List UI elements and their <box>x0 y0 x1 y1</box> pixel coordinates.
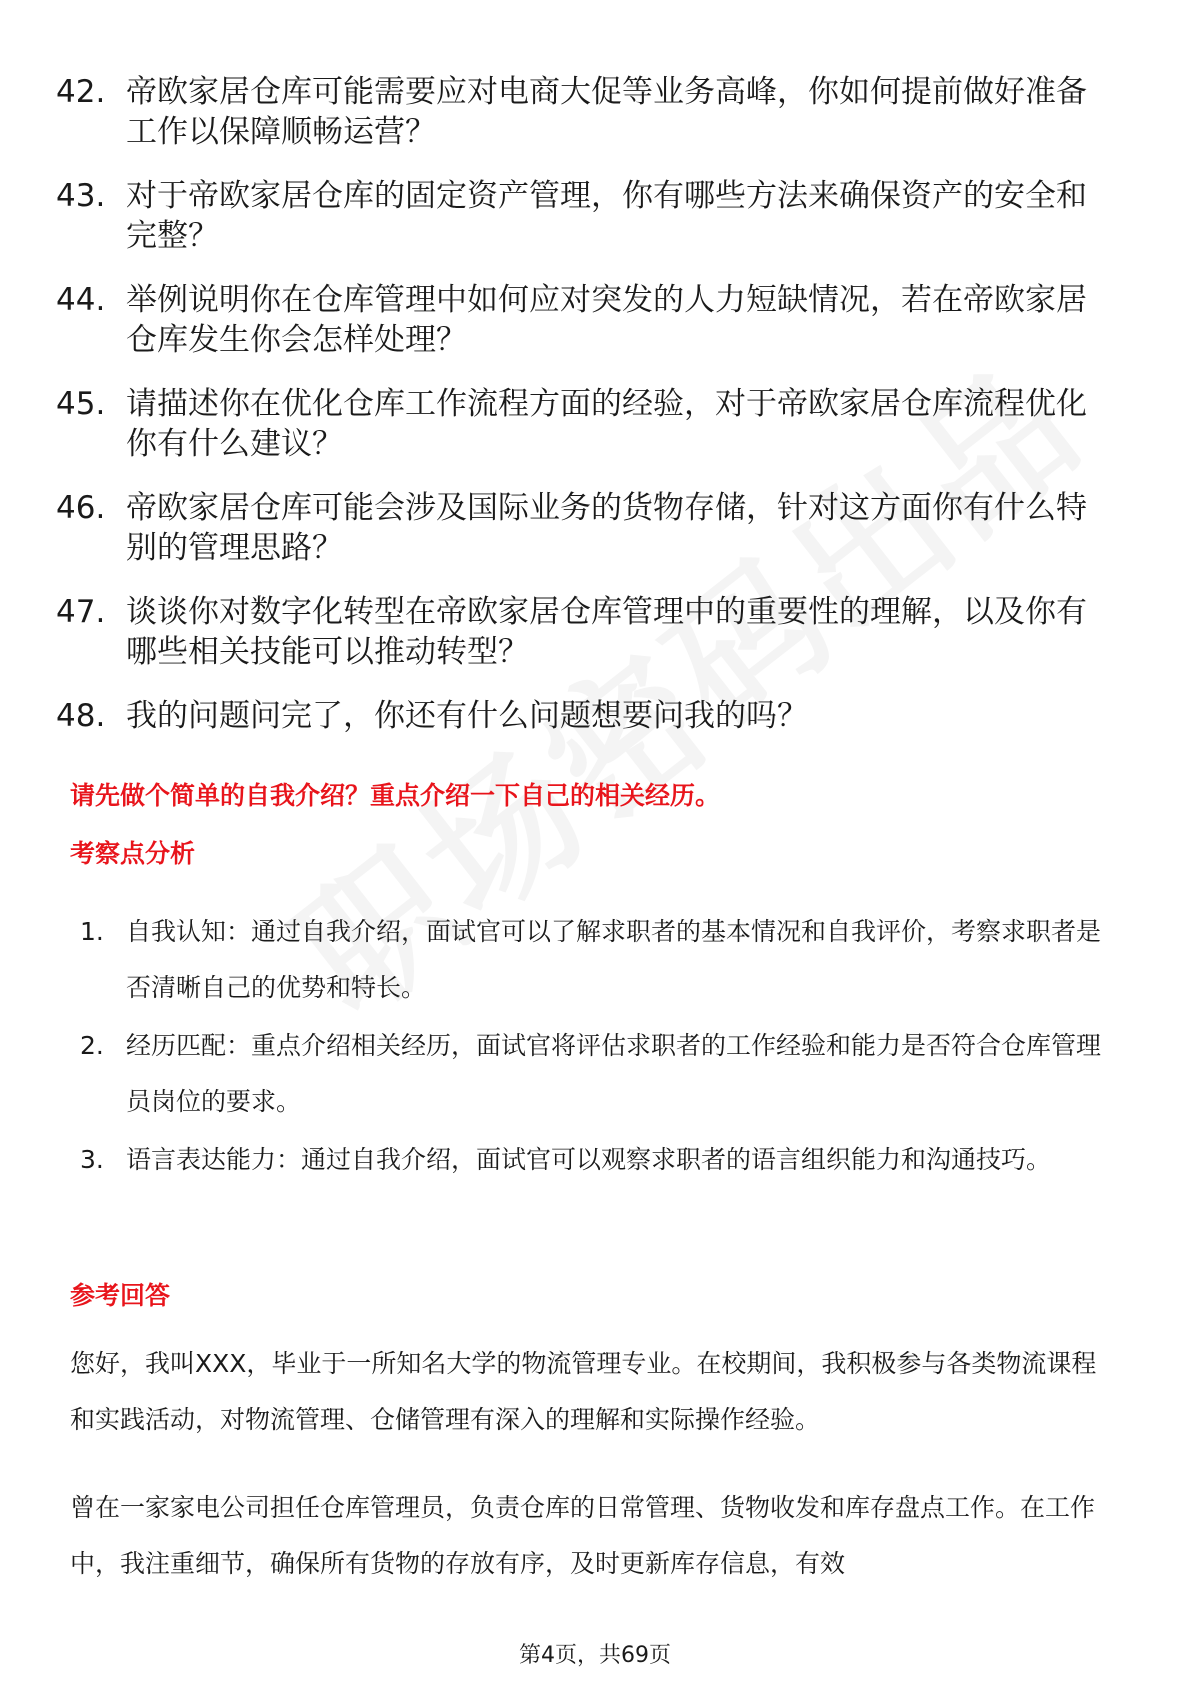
page-footer: 第4页，共69页 <box>519 1643 671 1668</box>
answer-paragraph: 曾在一家家电公司担任仓库管理员，负责仓库的日常管理、货物收发和库存盘点工作。在工作中，我注重细节，确保所有货物的存放有序，及时更新库存信息，有效 <box>70 1493 1096 1578</box>
analysis-item-number: 3. <box>80 1145 104 1174</box>
question-text: 请描述你在优化仓库工作流程方面的经验，对于帝欧家居仓库流程优化你有什么建议？ <box>126 386 1087 462</box>
answer-heading: 参考回答 <box>70 1281 171 1310</box>
analysis-item <box>80 904 1120 1016</box>
analysis-item <box>80 1018 1120 1130</box>
question-item <box>56 280 1116 360</box>
analysis-list <box>80 904 1120 1190</box>
answer-paragraph: 您好，我叫XXX，毕业于一所知名大学的物流管理专业。在校期间，我积极参与各类物流课程和实践活动，对物流管理、仓储管理有深入的理解和实际操作经验。 <box>70 1349 1097 1434</box>
question-number: 42. <box>56 74 106 110</box>
analysis-item-number: 1. <box>80 917 104 946</box>
question-number: 47. <box>56 594 106 630</box>
question-number: 44. <box>56 282 106 318</box>
question-text: 帝欧家居仓库可能需要应对电商大促等业务高峰，你如何提前做好准备工作以保障顺畅运营？ <box>126 74 1087 150</box>
analysis-item <box>80 1132 1120 1188</box>
question-number: 43. <box>56 178 106 214</box>
question-text: 举例说明你在仓库管理中如何应对突发的人力短缺情况，若在帝欧家居仓库发生你会怎样处理？ <box>126 282 1087 358</box>
question-item <box>56 696 1116 736</box>
analysis-item-text: 自我认知：通过自我介绍，面试官可以了解求职者的基本情况和自我评价，考察求职者是否清晰自己的优势和特长。 <box>126 917 1102 1002</box>
analysis-item-number: 2. <box>80 1031 104 1060</box>
question-list <box>56 72 1116 760</box>
section-question-heading: 请先做个简单的自我介绍？重点介绍一下自己的相关经历。 <box>70 781 721 810</box>
question-number: 48. <box>56 698 106 734</box>
question-text: 对于帝欧家居仓库的固定资产管理，你有哪些方法来确保资产的安全和完整？ <box>126 178 1087 254</box>
question-text: 谈谈你对数字化转型在帝欧家居仓库管理中的重要性的理解，以及你有哪些相关技能可以推动转型？ <box>126 594 1087 670</box>
question-item <box>56 384 1116 464</box>
analysis-item-text: 经历匹配：重点介绍相关经历，面试官将评估求职者的工作经验和能力是否符合仓库管理员岗位的要求。 <box>126 1031 1102 1116</box>
analysis-item-text: 语言表达能力：通过自我介绍，面试官可以观察求职者的语言组织能力和沟通技巧。 <box>126 1145 1052 1174</box>
question-item <box>56 488 1116 568</box>
question-item <box>56 176 1116 256</box>
question-number: 45. <box>56 386 106 422</box>
question-number: 46. <box>56 490 106 526</box>
question-item <box>56 592 1116 672</box>
question-text: 我的问题问完了，你还有什么问题想要问我的吗？ <box>126 698 808 734</box>
question-text: 帝欧家居仓库可能会涉及国际业务的货物存储，针对这方面你有什么特别的管理思路？ <box>126 490 1087 566</box>
analysis-heading: 考察点分析 <box>70 839 196 868</box>
question-item <box>56 72 1116 152</box>
